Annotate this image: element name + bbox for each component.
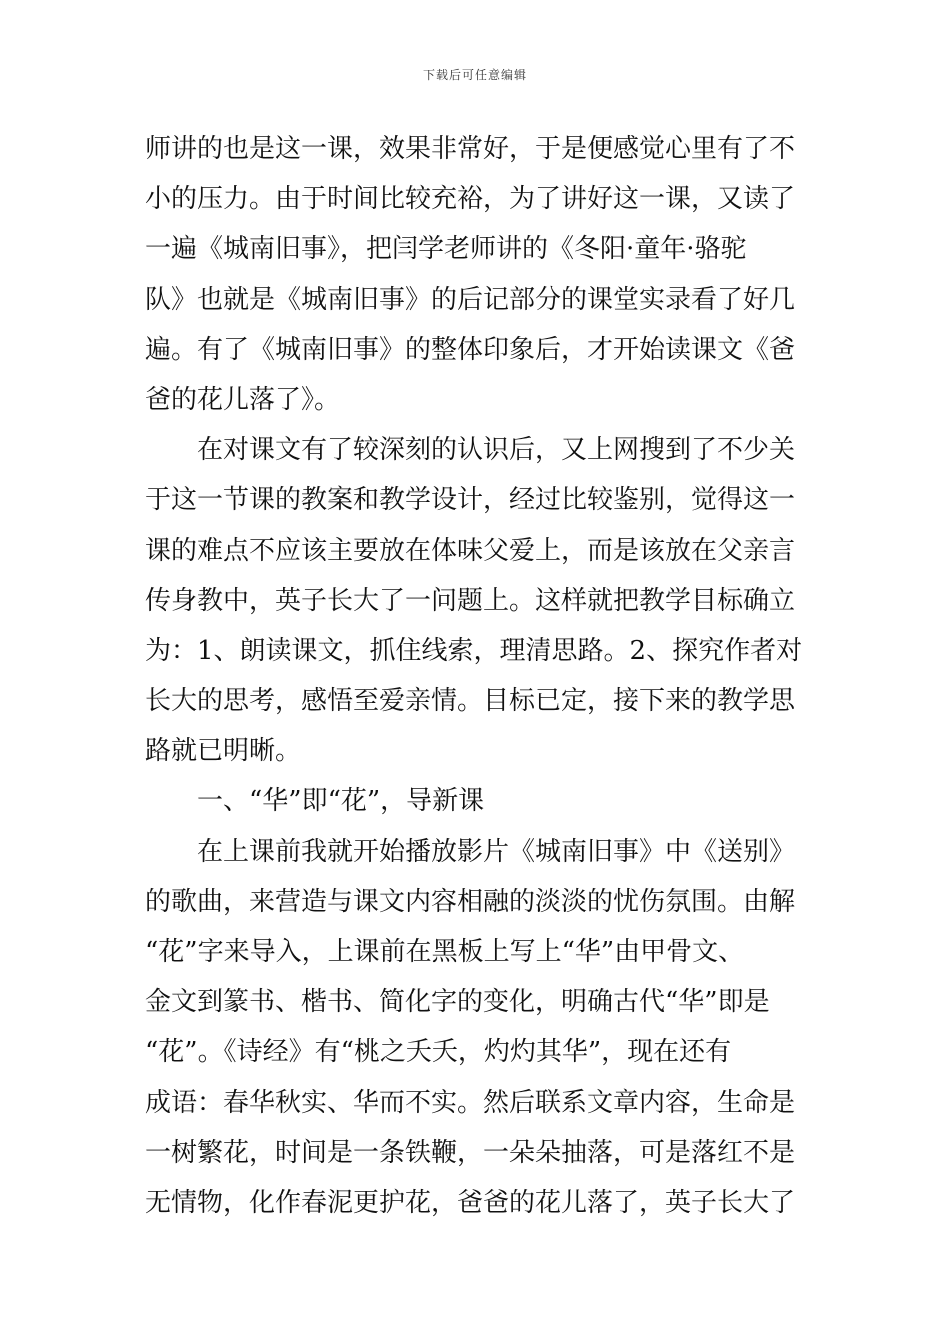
text-line: 课的难点不应该主要放在体味父爱上，而是该放在父亲言 <box>145 535 796 566</box>
text-line: 遍。有了《城南旧事》的整体印象后，才开始读课文《爸 <box>145 334 796 365</box>
section-heading: 一、“华”即“花”，导新课 <box>197 786 485 817</box>
text-line: “花”字来导入，上课前在黑板上写上“华”由甲骨文、 <box>145 937 745 967</box>
document-body <box>145 124 810 1228</box>
page-header: 下载后可任意编辑 <box>422 68 527 82</box>
paragraph-first-line: 在上课前我就开始播放影片《城南旧事》中《送别》 <box>197 836 796 867</box>
text-line: 的歌曲，来营造与课文内容相融的淡淡的忧伤氛围。由解 <box>145 886 796 917</box>
text-line: 长大的思考，感悟至爱亲情。目标已定，接下来的教学思 <box>145 686 796 717</box>
text-line: 队》也就是《城南旧事》的后记部分的课堂实录看了好几 <box>145 284 796 315</box>
text-line: 成语：春华秋实、华而不实。然后联系文章内容，生命是 <box>145 1087 796 1118</box>
text-line: “花”。《诗经》有“桃之夭夭，灼灼其华”，现在还有 <box>145 1037 732 1068</box>
text-line: 为：1、朗读课文，抓住线索，理清思路。2、探究作者对 <box>145 635 803 666</box>
paragraph-first-line: 在对课文有了较深刻的认识后，又上网搜到了不少关 <box>197 435 796 466</box>
text-line: 金文到篆书、楷书、简化字的变化，明确古代“华”即是 <box>145 987 770 1018</box>
text-line: 小的压力。由于时间比较充裕，为了讲好这一课，又读了 <box>145 184 796 215</box>
text-line: 爸的花儿落了》。 <box>145 384 341 415</box>
text-line: 师讲的也是这一课，效果非常好，于是便感觉心里有了不 <box>145 134 796 164</box>
text-line: 一树繁花，时间是一条铁鞭，一朵朵抽落，可是落红不是 <box>145 1137 796 1168</box>
text-line: 无情物，化作春泥更护花，爸爸的花儿落了，英子长大了 <box>145 1187 796 1218</box>
text-line: 一遍《城南旧事》，把闫学老师讲的《冬阳·童年·骆驼 <box>145 234 747 265</box>
text-line: 传身教中，英子长大了一问题上。这样就把教学目标确立 <box>145 585 796 616</box>
text-line: 路就已明晰。 <box>145 736 302 767</box>
text-line: 于这一节课的教案和教学设计，经过比较鉴别，觉得这一 <box>145 485 796 516</box>
